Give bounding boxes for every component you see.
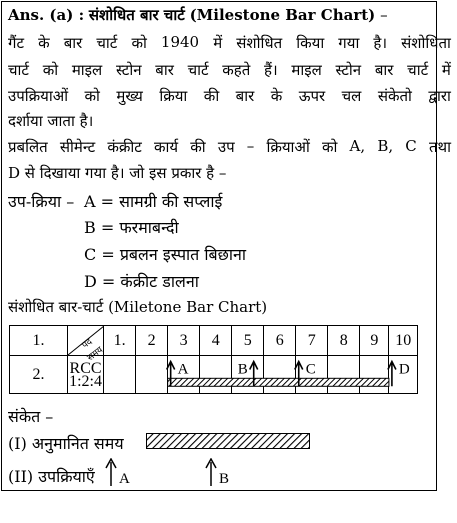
- para1-line2-word: माइल: [291, 61, 322, 79]
- para1-line2-word: स्टोन: [335, 61, 362, 79]
- chart-caption: [8, 297, 451, 317]
- para1-line1-word: गैंट: [8, 34, 25, 52]
- para2-line1: [8, 137, 451, 157]
- para1-line3-word: द्वारा: [428, 87, 451, 105]
- para2-line1-word: प्रबलित: [8, 138, 48, 156]
- para1-line1-word: संशोधिता: [401, 34, 451, 52]
- time-col-2: 2: [136, 326, 168, 356]
- time-col-8: 8: [328, 326, 360, 356]
- milestone-label-d: D: [398, 361, 410, 378]
- milestone-bar-chart: [9, 325, 418, 394]
- para1-line3-word: के: [270, 87, 283, 105]
- legend-hatched-bar: [146, 433, 310, 449]
- para1-line2-word: बार: [374, 61, 394, 79]
- para1-line3-word: उपक्रियाओं: [8, 87, 69, 105]
- para2-line1-word: –: [246, 137, 255, 155]
- activity-a: A = सामग्री की सप्लाई: [84, 192, 223, 211]
- milestone-label-a: A: [177, 361, 189, 378]
- para2-line2: D से दिखाया गया है। जो इस प्रकार है –: [8, 164, 227, 182]
- para1-line1-word: के: [38, 34, 50, 52]
- serial-cell-2: 2.: [10, 356, 68, 394]
- para1-line1-word: बार: [63, 34, 83, 52]
- para1-line2-word: चार्ट: [407, 61, 429, 79]
- para1-line4: दर्शाया जाता है।: [8, 112, 94, 130]
- time-col-7: 7: [296, 326, 328, 356]
- rcc-label: RCC: [69, 359, 102, 377]
- para1-line1-word: में: [213, 34, 223, 52]
- para1-line1-word: है।: [373, 34, 388, 52]
- para1-line1-word: को: [131, 34, 147, 52]
- para1-line2-word: हैं।: [264, 61, 278, 79]
- answer-label: Ans. (a) :: [8, 6, 85, 24]
- para2-line1-word: क्रियाओं: [266, 138, 310, 156]
- para2-line1-word: उप: [217, 138, 235, 156]
- para1-line2: [8, 60, 451, 80]
- time-col-3: 3: [168, 326, 200, 356]
- time-col-6: 6: [264, 326, 296, 356]
- para1-line2-word: को: [42, 61, 59, 79]
- para1-line2-word: चार्ट: [187, 61, 209, 79]
- time-col-5: 5: [232, 326, 264, 356]
- milestone-label-b: B: [237, 361, 248, 378]
- para2-line1-word: तथा: [428, 138, 451, 156]
- time-col-1: 1.: [103, 326, 135, 356]
- legend-marker-b: B: [219, 471, 230, 487]
- para1-line3: [8, 86, 451, 106]
- para1-line3-word: क्रिया: [159, 87, 188, 105]
- para1-line3-word: संकेतो: [377, 87, 412, 105]
- para1-line1: [8, 33, 451, 53]
- activity-d: D = कंक्रीट डालना: [84, 272, 199, 291]
- milestone-label-c: C: [305, 361, 316, 378]
- para1-line1-word: किया: [296, 34, 325, 52]
- legend-sub-activities: (II) उपक्रियाएँ: [8, 467, 95, 486]
- para1-line2-word: बार: [155, 61, 174, 79]
- para2-line1-word: कंक्रीट: [107, 138, 142, 156]
- heading-title-hindi: संशोधित बार चार्ट: [88, 6, 185, 24]
- para1-line3-word: बार: [235, 87, 255, 105]
- para2-line1-word: B,: [377, 137, 394, 155]
- para2-line1-word: A,: [349, 137, 366, 155]
- chart-caption-hindi: संशोधित बार-चार्ट: [8, 298, 104, 316]
- para2-line1-word: C: [405, 137, 417, 155]
- rcc-ratio: 1:2:4: [69, 372, 102, 390]
- chart-activity-row: [10, 356, 418, 394]
- diagonal-header-cell: [68, 326, 105, 363]
- para1-line2-word: स्टोन: [115, 61, 142, 79]
- para2-line1-word: सीमेन्ट: [59, 138, 96, 156]
- serial-cell-1: 1.: [10, 326, 68, 356]
- para1-line2-word: चार्ट: [8, 61, 29, 79]
- para1-line3-word: ऊपर: [298, 87, 326, 105]
- para1-line1-word: संशोधित: [236, 34, 283, 52]
- para1-line1-word: 1940: [160, 33, 200, 51]
- activity-c: C = प्रबलन इस्पात बिछाना: [84, 245, 247, 264]
- para2-line1-word: कार्य: [154, 138, 179, 156]
- legend-estimated-time: (I) अनुमानित समय: [8, 434, 124, 453]
- chart-header-row: [10, 326, 418, 356]
- para2-line1-word: की: [190, 138, 206, 156]
- para1-line3-word: मुख्य: [116, 87, 143, 105]
- legend-title: संकेत –: [8, 407, 54, 426]
- chart-caption-english: (Miletone Bar Chart): [108, 298, 268, 316]
- activity-b: B = फरमाबन्दी: [84, 218, 179, 237]
- para1-line3-word: को: [84, 87, 100, 105]
- para2-line1-word: को: [321, 138, 338, 156]
- para1-line1-word: गया: [338, 34, 360, 52]
- heading-dash: –: [380, 6, 388, 24]
- legend-marker-a: A: [119, 471, 130, 487]
- para1-line2-word: कहते: [222, 61, 251, 79]
- answer-heading: [8, 5, 451, 25]
- para1-line1-word: चार्ट: [96, 34, 118, 52]
- para1-line2-word: में: [441, 61, 451, 79]
- time-col-4: 4: [200, 326, 232, 356]
- para1-line3-word: चल: [341, 87, 362, 105]
- heading-title-english: (Milestone Bar Chart): [189, 6, 376, 24]
- para1-line3-word: की: [203, 87, 220, 105]
- time-col-9: 9: [360, 326, 389, 356]
- time-col-10: 10: [389, 326, 418, 356]
- para1-line2-word: माइल: [71, 61, 103, 79]
- activities-prefix: उप-क्रिया –: [8, 192, 75, 211]
- diagonal-header-text: पद समय: [79, 336, 105, 363]
